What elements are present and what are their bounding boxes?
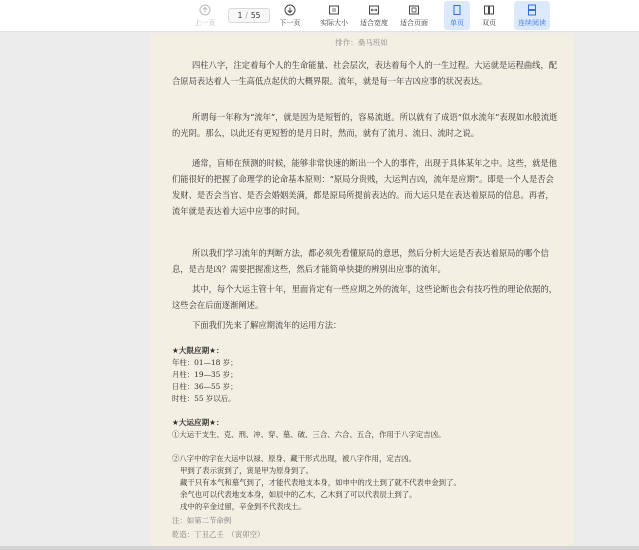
page-separator: / bbox=[245, 11, 248, 20]
list-item: 藏干只有本气和墓气到了，才能代表地支本身，如申中的戊土到了就不代表申金到了。 bbox=[180, 478, 461, 487]
double-page-icon bbox=[483, 4, 495, 16]
double-page-label: 双页 bbox=[482, 19, 496, 27]
paragraph-4: 所以我们学习流年的判断方法，都必须先看懂原局的意思，然后分析大运是否表达着原局的哪个信息，是吉是凶？需要把握准这些，然后才能简单快捷的辨别出应事的流年。 bbox=[172, 248, 549, 274]
single-page-icon bbox=[451, 4, 463, 16]
list-item: 戌中的辛金过留，辛金到不代表戌土。 bbox=[180, 502, 306, 511]
fit-width-button[interactable] bbox=[356, 1, 392, 30]
paragraph-6: 下面我们先来了解应期流年的运用方法： bbox=[192, 320, 342, 330]
list-item: 时柱：55 岁以后。 bbox=[172, 394, 236, 403]
next-page-button[interactable] bbox=[274, 1, 306, 30]
prev-page-label: 上一页 bbox=[194, 19, 216, 27]
list-item: 余气也可以代表地支本身，如辰中的乙木，乙木到了可以代表辰土到了。 bbox=[180, 490, 417, 499]
list-item: 日柱：36—55 岁； bbox=[172, 382, 238, 391]
single-page-button[interactable] bbox=[444, 1, 470, 30]
viewer-toolbar bbox=[0, 0, 639, 32]
continuous-icon bbox=[526, 4, 538, 16]
single-page-label: 单页 bbox=[450, 19, 464, 27]
page-current: 1 bbox=[237, 11, 243, 20]
paragraph-3: 通常，盲师在预测的时候，能够非常快速的断出一个人的事件，出现于具体某年之中。这些，就是他们能很好的把握了命理学的论命基本原则：“原局分贵贱，大运判吉凶，流年是应期”。即是一个人是否会发财、是否会当官、是否会婚姻美满，都是原局所提前表达的。而大运只是在表达着原局的信息。再者，流年就是表达着大运中应事的时间。 bbox=[172, 158, 558, 216]
arrow-up-icon bbox=[199, 4, 211, 16]
actual-size-icon bbox=[328, 4, 340, 16]
fit-width-label: 适合宽度 bbox=[360, 19, 388, 27]
fit-page-button[interactable] bbox=[396, 1, 432, 30]
continuous-label: 连续阅读 bbox=[518, 19, 546, 27]
section-title-daxian: ★大限应期★： bbox=[172, 346, 224, 355]
list-item: 月柱：19—35 岁； bbox=[172, 370, 238, 379]
list-item: ①大运干支生、克、刑、冲、穿、墓、破、三合、六合、五合，作用于八字定吉凶。 bbox=[172, 430, 446, 439]
fit-page-label: 适合页面 bbox=[400, 19, 428, 27]
actual-size-button[interactable] bbox=[314, 1, 354, 30]
paragraph-2: 所谓每一年称为“流年”，就是因为是短暂的，容易流逝。所以就有了成语“似水流年”表现如水般流逝的光阴。那么，以此还有更短暂的是月日时，然而，就有了流月、流日、流时之说。 bbox=[172, 112, 558, 138]
paragraph-1: 四柱八字，注定着每个人的生命能量、社会层次，表达着每个人的一生过程。大运就是运程曲线，配合原局表达着人一生高低点起伏的大概界限。流年，就是每一年吉凶应事的状况表达。 bbox=[172, 60, 558, 86]
fit-page-icon bbox=[408, 4, 420, 16]
next-page-label: 下一页 bbox=[279, 19, 301, 27]
prev-page-button[interactable] bbox=[188, 1, 222, 30]
horizontal-scrollbar[interactable] bbox=[0, 546, 639, 550]
list-item: 年柱：01—18 岁； bbox=[172, 358, 238, 367]
continuous-reading-button[interactable] bbox=[514, 1, 550, 30]
arrow-down-icon bbox=[284, 4, 296, 16]
paragraph-5: 其中，每个大运主管十年，里面肯定有一些应期之外的流年，这些论断也会有技巧性的理论依据的，这些会在后面逐渐阐述。 bbox=[172, 284, 558, 310]
section-title-dayun: ★大运应期★： bbox=[172, 418, 224, 427]
example-line: 乾造：丁丑乙壬 （寅卯空） bbox=[172, 530, 265, 539]
page-header: 排作：桑马班如 bbox=[335, 38, 388, 47]
list-item: ②八字中的字在大运中以禄、原身、藏干形式出现，被八字作用，定吉凶。 bbox=[172, 454, 416, 463]
fit-width-icon bbox=[368, 4, 380, 16]
page-number-input[interactable] bbox=[228, 8, 270, 23]
list-item: 甲到了表示寅到了，寅是甲为原身到了。 bbox=[180, 466, 314, 475]
page-total: 55 bbox=[250, 11, 261, 20]
actual-size-label: 实际大小 bbox=[320, 19, 348, 27]
document-page bbox=[150, 33, 573, 550]
note-line: 注：如第二节命例 bbox=[172, 516, 232, 525]
double-page-button[interactable] bbox=[476, 1, 502, 30]
